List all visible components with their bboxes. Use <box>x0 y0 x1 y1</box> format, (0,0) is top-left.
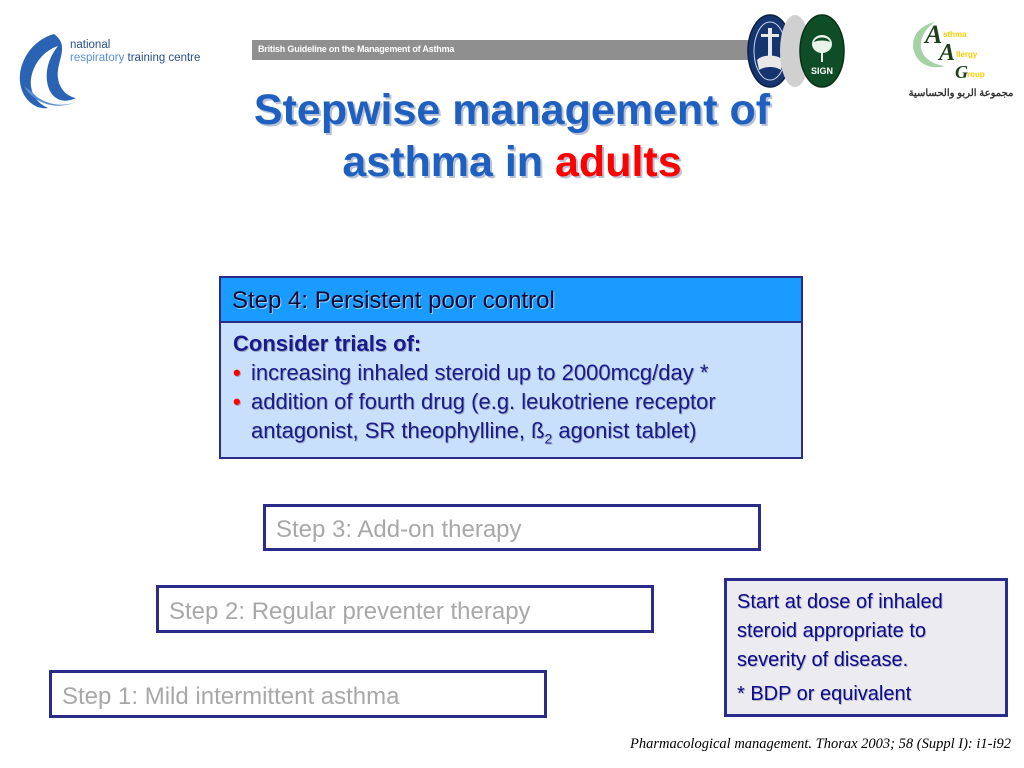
aag-arabic-name: مجموعة الربو والحساسية <box>908 88 1014 99</box>
step4-title: Step 4: Persistent poor control <box>232 287 555 314</box>
list-item <box>233 387 799 453</box>
consider-trials-label: Consider trials of: <box>233 331 422 356</box>
step4-body <box>233 330 799 453</box>
ntc-line1: national <box>70 39 111 51</box>
dosing-footnote: * BDP or equivalent <box>737 683 912 705</box>
aag-letter-2: A <box>939 40 956 66</box>
step4-header <box>221 278 801 323</box>
aag-word-2: llergy <box>956 50 978 59</box>
slide-title <box>180 84 844 188</box>
bullet-subscript: 2 <box>544 430 553 447</box>
aag-letter-1: A <box>925 20 943 49</box>
slide-title-line1: Stepwise management of <box>253 86 771 134</box>
step2-box <box>156 585 654 633</box>
slide-title-prefix: asthma in <box>342 138 556 186</box>
guideline-banner-text: British Guideline on the Management of Asthma <box>258 44 455 54</box>
step4-box <box>219 276 803 459</box>
step1-box <box>49 670 547 718</box>
slide-title-line2 <box>180 136 844 188</box>
bullet-text-after: agonist tablet) <box>552 418 697 443</box>
aag-word-3: roup <box>967 70 985 79</box>
ntc-wordmark <box>70 39 200 65</box>
sign-seal-logo <box>799 14 845 93</box>
ntc-line2 <box>70 52 200 65</box>
ntc-line2-a: respiratory <box>70 52 125 64</box>
aag-logo <box>903 18 1013 103</box>
aag-letter-3: G <box>955 62 968 82</box>
aag-word-1: sthma <box>943 30 967 39</box>
thistle-emblem-icon <box>799 14 845 88</box>
step3-box <box>263 504 761 551</box>
step1-label: Step 1: Mild intermittent asthma <box>62 683 400 710</box>
step3-label: Step 3: Add-on therapy <box>276 516 522 543</box>
dosing-note-text: Start at dose of inhaled steroid appropriate to severity of disease. <box>737 591 943 671</box>
bullet-text: increasing inhaled steroid up to 2000mcg/day * <box>251 360 709 385</box>
list-item <box>233 358 799 387</box>
slide-title-accent: adults <box>555 138 682 186</box>
ntc-line2-b: training centre <box>124 52 201 64</box>
citation: Pharmacological management. Thorax 2003; 58 (Suppl I): i1-i92 <box>630 736 1011 752</box>
bullet-icon: • <box>233 360 241 385</box>
bullet-text-before: addition of fourth drug (e.g. leukotriene receptor antagonist, SR theophylline, ß <box>251 389 716 443</box>
dosing-note-box <box>724 578 1008 717</box>
bullet-icon: • <box>233 389 241 414</box>
sign-label: SIGN <box>810 66 834 76</box>
guideline-banner <box>252 40 792 60</box>
step2-label: Step 2: Regular preventer therapy <box>169 598 531 625</box>
